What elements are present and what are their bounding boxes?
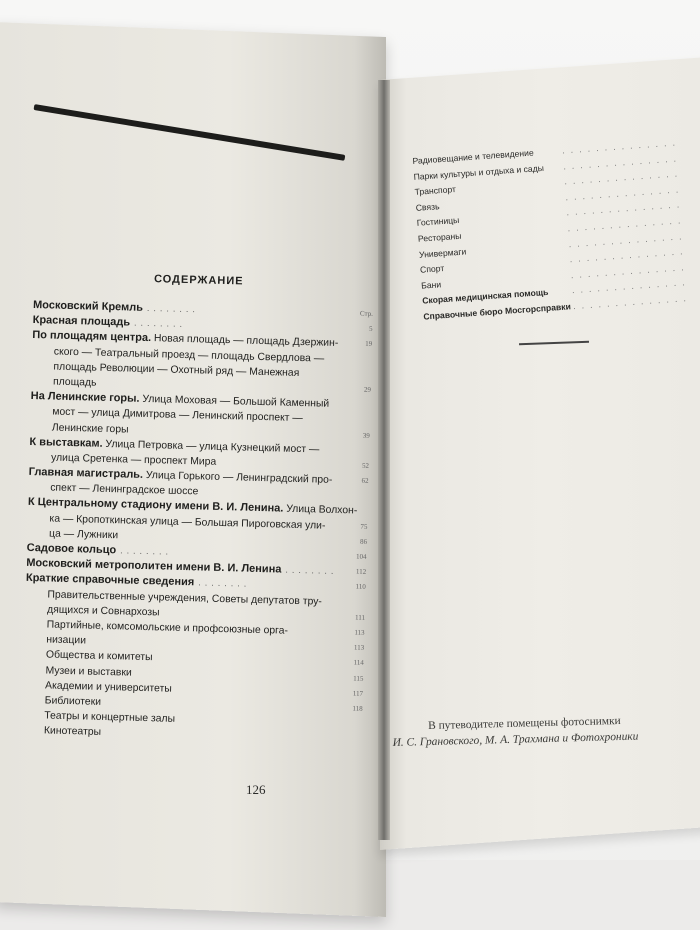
toc-entry-text: Кинотеатры <box>43 725 102 739</box>
toc-page-number: 19 <box>365 340 373 349</box>
table-of-contents <box>22 270 374 747</box>
toc-entry-bold: Главная магистраль. <box>28 465 144 481</box>
toc-entry-text: Улица Петровка — улица Кузнецкий мост — <box>102 438 320 456</box>
dot-leader: .............. <box>566 199 686 218</box>
toc-entries <box>22 298 373 747</box>
toc-entry-text: Садовое кольцо <box>26 541 117 557</box>
toc-entry-bold: К выставкам. <box>29 435 103 450</box>
reference-entry-text: Транспорт <box>414 184 457 198</box>
dot-leader: .............. <box>571 277 691 296</box>
toc-page-number: 75 <box>360 522 368 531</box>
toc-entry-text: Новая площадь — площадь Дзержин- <box>150 333 339 350</box>
reference-entry-text: Парки культуры и отдыха и сады <box>413 162 545 182</box>
toc-entry-text: Ленинские горы <box>51 422 129 436</box>
book-gutter <box>378 80 390 840</box>
toc-entry-text: мост — улица Димитрова — Ленинский проспект — <box>52 406 303 425</box>
dot-leader: .............. <box>563 168 684 187</box>
reference-entry-text: Бани <box>420 279 442 291</box>
toc-entry-text: ского — Театральный проезд — площадь Свердлова — <box>53 346 325 365</box>
reference-entry-text: Спорт <box>419 263 445 275</box>
toc-entry-text: Театры и концертные залы <box>44 710 176 725</box>
toc-page-number: 113 <box>353 643 365 652</box>
toc-page-number: 39 <box>362 431 370 440</box>
toc-entry-text: площадь <box>52 376 97 389</box>
toc-entry-text: Библиотеки <box>44 695 102 708</box>
reference-entry-text: Универмаги <box>418 246 467 260</box>
toc-entry-text: площадь Революции — Охотный ряд — Манежная <box>53 361 300 379</box>
toc-entry-text: Улица Моховая — Большой Каменный <box>139 393 330 410</box>
toc-heading: СОДЕРЖАНИЕ <box>153 273 244 288</box>
dot-leader: ........ <box>146 302 200 315</box>
dot-leader: .............. <box>572 292 693 312</box>
toc-page-number: 117 <box>352 689 364 698</box>
toc-page-number: 52 <box>361 461 370 470</box>
reference-entry-text: Связь <box>415 201 440 213</box>
toc-page-number: 113 <box>354 628 365 637</box>
dot-leader: .............. <box>568 230 688 249</box>
dot-leader: .............. <box>567 215 687 234</box>
credit-line-1: В путеводителе помещены фотоснимки <box>428 715 621 733</box>
toc-entry-text: спект — Ленинградское шоссе <box>50 482 199 498</box>
toc-entry-bold: К Центральному стадиону имени В. И. Ленина. <box>27 496 284 516</box>
toc-page-number: 112 <box>355 567 367 576</box>
toc-page-number: 115 <box>353 673 364 683</box>
toc-page-number: 111 <box>354 613 366 622</box>
page-number: 126 <box>246 782 266 797</box>
toc-entry-text: Музеи и выставки <box>45 664 132 679</box>
toc-page-number: Стр. <box>359 309 374 318</box>
dot-leader: ........ <box>120 545 173 557</box>
dot-leader: .............. <box>561 137 682 156</box>
toc-entry-text: ца — Лужники <box>48 528 119 542</box>
reference-entry-text: Рестораны <box>417 230 462 244</box>
dot-leader: ........ <box>285 564 338 577</box>
reference-entry-text: Справочные бюро Мосгорсправки <box>423 301 572 322</box>
credit-line-2: И. С. Грановского, М. А. Трахмана и Фотохроники <box>392 730 639 749</box>
toc-entry-text: Улица Волхон- <box>283 504 358 517</box>
dot-leader: .............. <box>565 183 685 203</box>
toc-entry-text: Правительственные учреждения, Советы депутатов тру- <box>47 589 322 608</box>
reference-entry-text: Скорая медицинская помощь <box>421 287 549 306</box>
toc-entry-bold: На Ленинские горы. <box>30 390 140 405</box>
toc-entry-text: дящихся и Совнархозы <box>46 604 160 619</box>
dot-leader: .............. <box>570 261 690 280</box>
reference-entry-text: Гостиницы <box>416 215 460 229</box>
toc-entry-bold: По площадям центра. <box>32 329 152 345</box>
toc-entry-text: Московский метрополитен имени В. И. Ленина <box>26 557 282 576</box>
toc-entry-text: Общества и комитеты <box>45 649 153 664</box>
toc-entry-text: низации <box>46 634 87 647</box>
toc-page-number: 118 <box>352 704 363 713</box>
toc-page-number: 86 <box>359 537 368 546</box>
dot-leader: .............. <box>562 152 683 172</box>
toc-entry-text: улица Сретенка — проспект Мира <box>50 452 217 468</box>
toc-entry-text: Улица Горького — Ленинградский про- <box>142 469 333 486</box>
toc-page-number: 110 <box>355 582 366 592</box>
dot-leader: ........ <box>198 577 251 590</box>
toc-entry-text: Академии и университеты <box>44 680 172 695</box>
toc-page-number: 104 <box>356 552 367 561</box>
right-page-entries <box>412 134 700 325</box>
toc-page-number: 114 <box>353 658 364 668</box>
toc-entry-text: ка — Кропоткинская улица — Большая Пироговская ули- <box>49 513 326 532</box>
toc-page-number: 5 <box>368 324 373 334</box>
toc-entry-text: Красная площадь <box>32 314 131 329</box>
dot-leader: .............. <box>569 246 689 265</box>
toc-entry-text: Партийные, комсомольские и профсоюзные орга- <box>46 619 289 637</box>
reference-entry-text: Радиовещание и телевидение <box>412 147 534 166</box>
dot-leader: ........ <box>133 317 187 330</box>
toc-page-number: 62 <box>361 476 369 485</box>
toc-page-number: 29 <box>363 385 372 394</box>
toc-entry-text: Московский Кремль <box>32 298 144 314</box>
toc-entry-text: Краткие справочные сведения <box>25 572 195 589</box>
